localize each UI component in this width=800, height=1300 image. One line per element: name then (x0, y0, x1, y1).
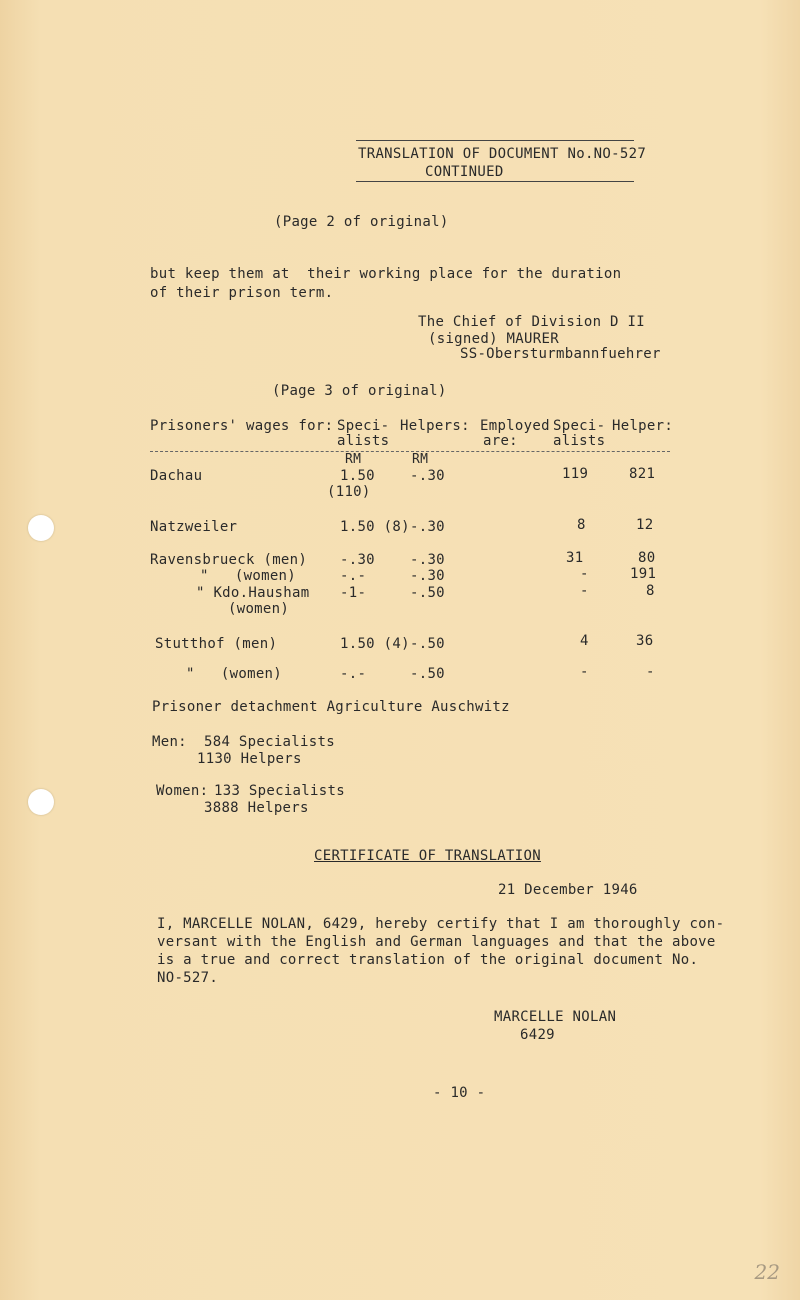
table-header-emp-specialists: Speci- (553, 418, 606, 434)
table-row-spec: 1.50 (340, 468, 375, 484)
page3-label: (Page 3 of original) (272, 383, 447, 399)
table-row-spec: -.- (340, 666, 367, 682)
detachment-title: Prisoner detachment Agriculture Auschwitz (152, 699, 510, 715)
table-row-emp-spec: 8 (577, 517, 586, 533)
table-header-place: Prisoners' wages for: (150, 418, 334, 434)
punch-hole (28, 789, 54, 815)
table-row-place: Stutthof (men) (155, 636, 278, 652)
detachment-men-label: Men: (152, 734, 187, 750)
table-row-spec: 1.50 (8) (340, 519, 410, 535)
punch-hole (28, 515, 54, 541)
body-text-line: but keep them at their working place for the duration (150, 266, 622, 282)
unit-label: RM (412, 452, 429, 467)
table-row-emp-help: 36 (636, 633, 654, 649)
table-row-spec: -.30 (340, 552, 375, 568)
certificate-text-line: I, MARCELLE NOLAN, 6429, hereby certify that I am thoroughly con- (157, 916, 725, 932)
certificate-date: 21 December 1946 (498, 882, 638, 898)
table-header-specialists: Speci- (337, 418, 390, 434)
continued-label: CONTINUED (425, 164, 504, 180)
page2-label: (Page 2 of original) (274, 214, 449, 230)
table-row-emp-spec: 4 (580, 633, 589, 649)
page-number: - 10 - (433, 1085, 486, 1101)
signature-rank: SS-Obersturmbannfuehrer (460, 346, 661, 362)
table-header-employed-2: are: (483, 433, 518, 449)
document-title: TRANSLATION OF DOCUMENT No.NO-527 (358, 146, 647, 162)
table-row-emp-help: 12 (636, 517, 654, 533)
unit-label: RM (345, 452, 362, 467)
detachment-women-helpers: 3888 Helpers (204, 800, 309, 816)
table-row-emp-help: 80 (638, 550, 656, 566)
certificate-text-line: versant with the English and German languages and that the above (157, 934, 716, 950)
table-header-emp-specialists-2: alists (553, 433, 606, 449)
table-row-place-extra: (women) (228, 601, 290, 617)
table-row-emp-spec: 31 (566, 550, 584, 566)
detachment-men-helpers: 1130 Helpers (197, 751, 302, 767)
table-rule (150, 451, 670, 452)
body-text-line: of their prison term. (150, 285, 334, 301)
detachment-women-specialists: 133 Specialists (214, 783, 345, 799)
signature-title: The Chief of Division D II (418, 314, 645, 330)
table-row-emp-spec: 119 (562, 466, 589, 482)
table-row-help: -.30 (410, 568, 445, 584)
table-row-place: " Kdo.Hausham (196, 585, 310, 601)
table-row-emp-help: 191 (630, 566, 657, 582)
table-row-help: -.30 (410, 468, 445, 484)
certificate-text-line: is a true and correct translation of the original document No. (157, 952, 699, 968)
table-row-place: Natzweiler (150, 519, 238, 535)
detachment-men-specialists: 584 Specialists (204, 734, 335, 750)
table-row-spec: -.- (340, 568, 367, 584)
handwritten-page-number: 22 (754, 1260, 780, 1284)
certificate-text-line: NO-527. (157, 970, 219, 986)
table-row-place: Ravensbrueck (men) (150, 552, 308, 568)
translator-number: 6429 (520, 1027, 555, 1043)
table-row-spec-extra: (110) (327, 484, 371, 500)
detachment-women-label: Women: (156, 783, 209, 799)
table-header-specialists-2: alists (337, 433, 390, 449)
table-row-place: " (women) (186, 666, 283, 682)
table-row-emp-spec: - (580, 566, 589, 582)
table-row-help: -.50 (410, 636, 445, 652)
table-row-spec: -1- (340, 585, 367, 601)
table-row-help: -.50 (410, 585, 445, 601)
table-header-helpers: Helpers: (400, 418, 470, 434)
table-row-emp-spec: - (580, 583, 589, 599)
table-row-place: " (women) (200, 568, 297, 584)
table-row-help: -.30 (410, 552, 445, 568)
table-row-emp-spec: - (580, 664, 589, 680)
table-header-employed: Employed (480, 418, 550, 434)
table-header-emp-helper: Helper: (612, 418, 674, 434)
signature-signed: (signed) MAURER (428, 331, 559, 347)
table-row-emp-help: 8 (646, 583, 655, 599)
table-row-emp-help: - (646, 664, 655, 680)
table-row-spec: 1.50 (4) (340, 636, 410, 652)
table-row-place: Dachau (150, 468, 203, 484)
table-row-help: -.30 (410, 519, 445, 535)
certificate-title: CERTIFICATE OF TRANSLATION (314, 848, 541, 864)
table-row-emp-help: 821 (629, 466, 656, 482)
translator-name: MARCELLE NOLAN (494, 1009, 617, 1025)
table-row-help: -.50 (410, 666, 445, 682)
